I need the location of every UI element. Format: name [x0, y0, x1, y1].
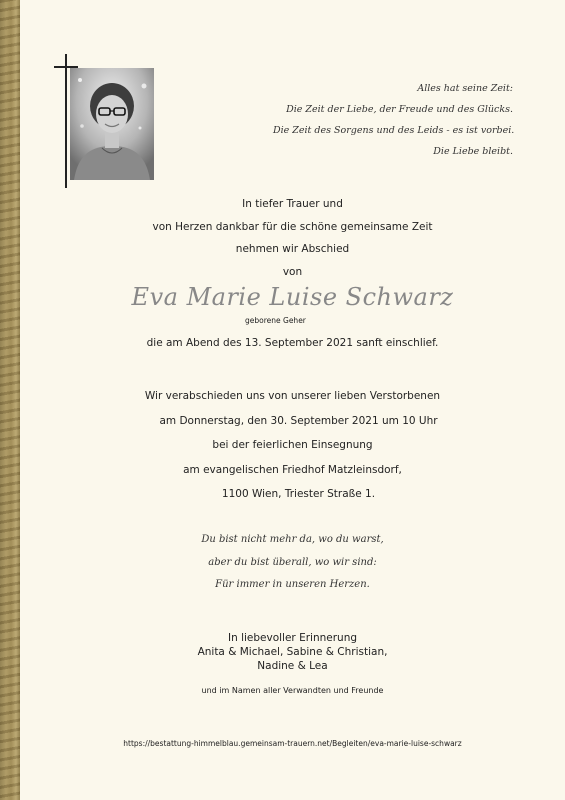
relatives-note: und im Namen aller Verwandten und Freunde [201, 686, 384, 695]
motto-line: Die Zeit der Liebe, der Freude und des Glücks. [286, 104, 513, 115]
memory-signature [20, 631, 565, 673]
motto-verse [273, 78, 513, 162]
poem-line: Du bist nicht mehr da, wo du warst, [201, 534, 384, 545]
memory-line: In liebevoller Erinnerung [227, 632, 358, 644]
ceremony-line: 1100 Wien, Triester Straße 1. [221, 488, 376, 500]
motto-line: Die Zeit des Sorgens und des Leids - es ist vorbei. [273, 125, 515, 136]
passing-date-text: die am Abend des 13. September 2021 sanft einschlief. [146, 337, 439, 349]
memory-line: Anita & Michael, Sabine & Christian, [197, 646, 388, 658]
ceremony-line: am Donnerstag, den 30. September 2021 um 10 Uhr [159, 414, 438, 427]
intro-line: von Herzen dankbar für die schöne gemeinsame Zeit [152, 220, 433, 233]
intro-line: In tiefer Trauer und [242, 198, 343, 210]
cross-symbol-vertical [65, 54, 67, 188]
ceremony-line: am evangelischen Friedhof Matzleinsdorf, [183, 463, 402, 476]
decorative-border [0, 0, 20, 800]
motto-line: Die Liebe bleibt. [433, 146, 513, 157]
deceased-name: Eva Marie Luise Schwarz [131, 283, 454, 311]
portrait-photo [70, 68, 154, 180]
portrait-image [70, 68, 154, 180]
ceremony-line: Wir verabschieden uns von unserer lieben Verstorbenen [144, 390, 441, 402]
ceremony-details [20, 384, 565, 507]
memory-line: Nadine & Lea [257, 660, 328, 672]
poem-line: Für immer in unseren Herzen. [215, 579, 370, 590]
motto-line: Alles hat seine Zeit: [417, 83, 513, 94]
ceremony-line: bei der feierlichen Einsegnung [212, 439, 373, 451]
memorial-link[interactable]: https://bestattung-himmelblau.gemeinsam-trauern.net/Begleiten/eva-marie-luise-schwarz [123, 739, 462, 748]
poem-line: aber du bist überall, wo wir sind: [208, 556, 377, 568]
birth-name: geborene Geher [245, 316, 306, 325]
closing-poem [20, 529, 565, 597]
intro-line: von [282, 265, 303, 278]
intro-text [20, 193, 565, 283]
intro-line: nehmen wir Abschied [235, 243, 350, 255]
